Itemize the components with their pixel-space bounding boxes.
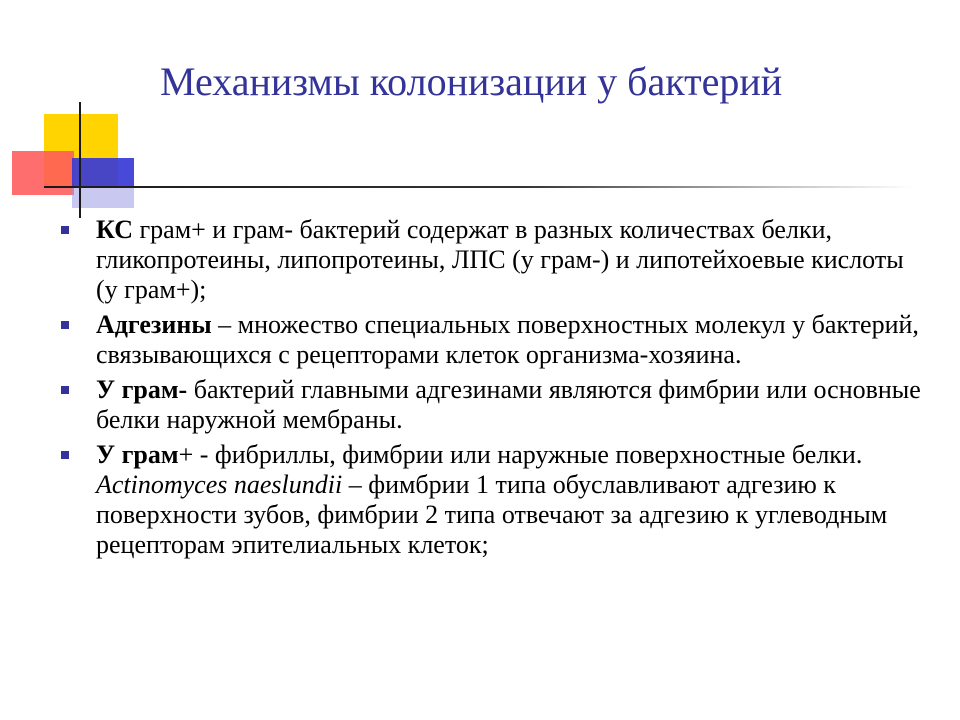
title-divider bbox=[44, 186, 914, 188]
list-item bbox=[58, 375, 928, 435]
item-text: – множество специальных поверхностных молекул у бактерий, связывающихся с рецепторами клеток организма-хозяина. bbox=[96, 310, 919, 369]
decor-vertical-line bbox=[79, 102, 81, 218]
slide-title: Механизмы колонизации у бактерий bbox=[160, 59, 783, 104]
item-lead: У грам bbox=[96, 440, 179, 469]
item-lead: Адгезины bbox=[96, 310, 212, 339]
species-name: Actinomyces naeslundii bbox=[96, 470, 343, 499]
square-bullet-icon bbox=[61, 226, 69, 234]
decor-blue-shadow bbox=[72, 188, 134, 208]
list-item bbox=[58, 440, 928, 560]
item-text-continued: – фимбрии 1 типа обуславливают адгезию к поверхности зубов, фимбрии 2 типа отвечают за адгезию к углеводным рецепторам эпителиальных клеток; bbox=[96, 470, 888, 559]
decor-blue-square bbox=[72, 158, 134, 188]
item-text: + - фибриллы, фимбрии или наружные поверхностные белки. bbox=[178, 440, 863, 469]
square-bullet-icon bbox=[61, 386, 69, 394]
item-lead: У грам- bbox=[96, 375, 188, 404]
item-lead: КС bbox=[96, 215, 133, 244]
square-bullet-icon bbox=[61, 321, 69, 329]
square-bullet-icon bbox=[61, 451, 69, 459]
list-item bbox=[58, 310, 928, 370]
decor-red-square bbox=[12, 151, 74, 195]
list-item bbox=[58, 215, 928, 305]
item-text: бактерий главными адгезинами являются фимбрии или основные белки наружной мембраны. bbox=[96, 375, 921, 434]
bullet-list bbox=[58, 215, 928, 565]
item-text: грам+ и грам- бактерий содержат в разных количествах белки, гликопротеины, липопротеины, ЛПС (у грам-) и липотейхоевые кислоты (у грам+); bbox=[96, 215, 904, 304]
